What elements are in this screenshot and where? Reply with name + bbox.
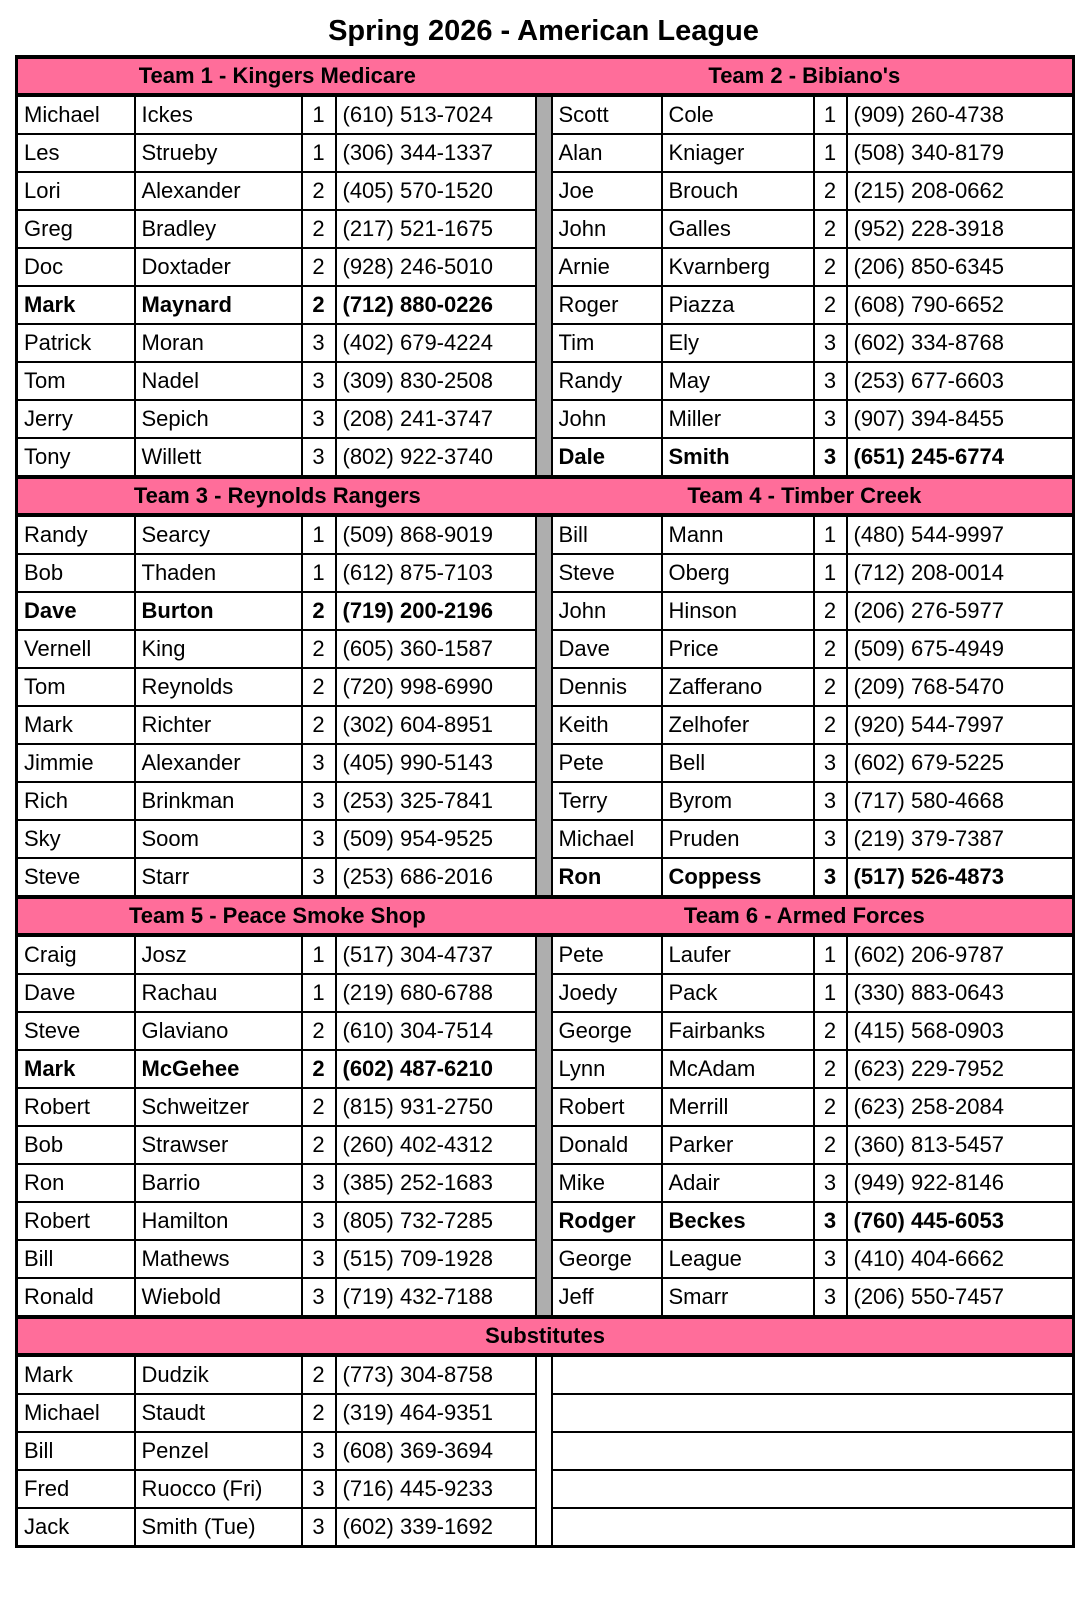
player-phone: (206) 550-7457 (847, 1278, 1074, 1317)
team-header-left: Team 3 - Reynolds Rangers (133, 482, 421, 508)
player-last-name: Pack (662, 974, 814, 1012)
player-first-name: Tom (17, 668, 135, 706)
player-phone: (219) 379-7387 (847, 820, 1074, 858)
player-last-name: Merrill (662, 1088, 814, 1126)
player-group: 3 (814, 744, 847, 782)
player-last-name: Maynard (135, 286, 302, 324)
player-first-name: Tim (552, 324, 662, 362)
player-first-name: Roger (552, 286, 662, 324)
player-last-name: Kvarnberg (662, 248, 814, 286)
player-group: 3 (302, 1202, 336, 1240)
player-phone: (760) 445-6053 (847, 1202, 1074, 1240)
player-group: 3 (302, 438, 336, 477)
player-first-name: Vernell (17, 630, 135, 668)
player-group: 2 (814, 210, 847, 248)
player-last-name: Nadel (135, 362, 302, 400)
player-last-name: Smarr (662, 1278, 814, 1317)
player-last-name: Laufer (662, 935, 814, 974)
player-phone: (405) 990-5143 (336, 744, 536, 782)
player-phone: (253) 677-6603 (847, 362, 1074, 400)
player-group: 3 (302, 744, 336, 782)
player-first-name: Dave (17, 974, 135, 1012)
player-first-name: Jack (17, 1508, 135, 1547)
player-group: 3 (814, 1164, 847, 1202)
player-last-name: Sepich (135, 400, 302, 438)
player-phone: (610) 513-7024 (336, 95, 536, 134)
player-phone: (206) 850-6345 (847, 248, 1074, 286)
player-first-name: Keith (552, 706, 662, 744)
roster-table (15, 55, 1075, 1548)
player-last-name: Ruocco (Fri) (135, 1470, 302, 1508)
player-phone: (623) 229-7952 (847, 1050, 1074, 1088)
player-last-name: Searcy (135, 515, 302, 554)
player-phone: (920) 544-7997 (847, 706, 1074, 744)
player-last-name: Soom (135, 820, 302, 858)
player-first-name: Pete (552, 935, 662, 974)
player-first-name: Tom (17, 362, 135, 400)
player-first-name: Mark (17, 1355, 135, 1394)
player-last-name: Smith (Tue) (135, 1508, 302, 1547)
player-phone: (605) 360-1587 (336, 630, 536, 668)
player-phone: (949) 922-8146 (847, 1164, 1074, 1202)
player-last-name: Richter (135, 706, 302, 744)
player-group: 2 (302, 248, 336, 286)
player-group: 2 (302, 1355, 336, 1394)
player-group: 1 (302, 935, 336, 974)
player-last-name: Coppess (662, 858, 814, 897)
player-first-name: Bill (17, 1432, 135, 1470)
player-last-name: Rachau (135, 974, 302, 1012)
player-phone: (602) 339-1692 (336, 1508, 536, 1547)
player-first-name: George (552, 1240, 662, 1278)
player-group: 1 (302, 554, 336, 592)
player-first-name: Craig (17, 935, 135, 974)
player-last-name: Barrio (135, 1164, 302, 1202)
team-header-right: Team 2 - Bibiano's (708, 62, 901, 88)
player-last-name: Hamilton (135, 1202, 302, 1240)
player-last-name: Hinson (662, 592, 814, 630)
player-phone: (602) 334-8768 (847, 324, 1074, 362)
empty-cell (552, 1470, 1074, 1508)
team-header-split (18, 483, 1072, 509)
player-last-name: Mann (662, 515, 814, 554)
player-phone: (208) 241-3747 (336, 400, 536, 438)
player-group: 3 (814, 1240, 847, 1278)
player-group: 2 (302, 668, 336, 706)
player-phone: (509) 868-9019 (336, 515, 536, 554)
player-last-name: Reynolds (135, 668, 302, 706)
player-phone: (360) 813-5457 (847, 1126, 1074, 1164)
player-last-name: League (662, 1240, 814, 1278)
player-phone: (608) 790-6652 (847, 286, 1074, 324)
player-first-name: Bill (552, 515, 662, 554)
player-group: 1 (814, 554, 847, 592)
player-group: 2 (302, 630, 336, 668)
player-phone: (209) 768-5470 (847, 668, 1074, 706)
player-first-name: Alan (552, 134, 662, 172)
player-last-name: Piazza (662, 286, 814, 324)
substitutes-header-row (17, 1317, 1074, 1355)
player-last-name: Willett (135, 438, 302, 477)
player-phone: (515) 709-1928 (336, 1240, 536, 1278)
player-phone: (608) 369-3694 (336, 1432, 536, 1470)
player-phone: (402) 679-4224 (336, 324, 536, 362)
player-group: 2 (302, 286, 336, 324)
player-phone: (815) 931-2750 (336, 1088, 536, 1126)
player-last-name: Moran (135, 324, 302, 362)
player-phone: (716) 445-9233 (336, 1470, 536, 1508)
player-phone: (253) 325-7841 (336, 782, 536, 820)
player-last-name: Parker (662, 1126, 814, 1164)
player-phone: (330) 883-0643 (847, 974, 1074, 1012)
player-group: 2 (814, 1126, 847, 1164)
player-phone: (415) 568-0903 (847, 1012, 1074, 1050)
team-header-split (18, 63, 1072, 89)
player-group: 2 (814, 172, 847, 210)
player-last-name: Byrom (662, 782, 814, 820)
team-header-right: Team 4 - Timber Creek (687, 482, 922, 508)
team-header-row (17, 897, 1074, 935)
player-phone: (802) 922-3740 (336, 438, 536, 477)
player-group: 2 (302, 592, 336, 630)
substitute-row (17, 1355, 1074, 1394)
player-group: 3 (302, 1508, 336, 1547)
player-group: 2 (814, 286, 847, 324)
player-last-name: Thaden (135, 554, 302, 592)
player-last-name: Starr (135, 858, 302, 897)
player-group: 1 (814, 974, 847, 1012)
player-group: 1 (302, 134, 336, 172)
player-first-name: Randy (17, 515, 135, 554)
player-phone: (928) 246-5010 (336, 248, 536, 286)
player-first-name: Tony (17, 438, 135, 477)
player-first-name: Bill (17, 1240, 135, 1278)
player-phone: (219) 680-6788 (336, 974, 536, 1012)
player-first-name: Les (17, 134, 135, 172)
player-phone: (610) 304-7514 (336, 1012, 536, 1050)
player-first-name: Jeff (552, 1278, 662, 1317)
player-last-name: Glaviano (135, 1012, 302, 1050)
player-row (17, 935, 1074, 974)
player-phone: (720) 998-6990 (336, 668, 536, 706)
player-last-name: Galles (662, 210, 814, 248)
player-last-name: Burton (135, 592, 302, 630)
player-last-name: McGehee (135, 1050, 302, 1088)
team-header-band (17, 57, 1074, 95)
player-phone: (719) 200-2196 (336, 592, 536, 630)
team-header-left: Team 1 - Kingers Medicare (138, 62, 416, 88)
player-phone: (773) 304-8758 (336, 1355, 536, 1394)
player-group: 1 (814, 134, 847, 172)
player-group: 2 (302, 1088, 336, 1126)
player-first-name: Lynn (552, 1050, 662, 1088)
player-phone: (306) 344-1337 (336, 134, 536, 172)
player-phone: (319) 464-9351 (336, 1394, 536, 1432)
player-first-name: John (552, 400, 662, 438)
player-last-name: Beckes (662, 1202, 814, 1240)
player-group: 3 (302, 400, 336, 438)
player-group: 2 (814, 630, 847, 668)
player-first-name: Dennis (552, 668, 662, 706)
player-group: 3 (814, 362, 847, 400)
player-phone: (509) 675-4949 (847, 630, 1074, 668)
player-first-name: Ron (17, 1164, 135, 1202)
player-group: 3 (302, 1240, 336, 1278)
player-last-name: Fairbanks (662, 1012, 814, 1050)
team-header-band (17, 477, 1074, 515)
player-group: 2 (814, 706, 847, 744)
player-group: 2 (302, 1126, 336, 1164)
player-phone: (952) 228-3918 (847, 210, 1074, 248)
player-last-name: Ely (662, 324, 814, 362)
player-first-name: Joe (552, 172, 662, 210)
player-group: 2 (302, 1050, 336, 1088)
player-group: 2 (302, 1012, 336, 1050)
player-phone: (215) 208-0662 (847, 172, 1074, 210)
player-phone: (623) 258-2084 (847, 1088, 1074, 1126)
player-last-name: Penzel (135, 1432, 302, 1470)
player-phone: (907) 394-8455 (847, 400, 1074, 438)
player-phone: (253) 686-2016 (336, 858, 536, 897)
player-group: 2 (814, 1088, 847, 1126)
player-phone: (405) 570-1520 (336, 172, 536, 210)
team-header-band (17, 897, 1074, 935)
player-first-name: Robert (552, 1088, 662, 1126)
player-first-name: Bob (17, 554, 135, 592)
player-group: 3 (814, 1202, 847, 1240)
team-header-left: Team 5 - Peace Smoke Shop (128, 902, 426, 928)
player-last-name: Staudt (135, 1394, 302, 1432)
player-last-name: Josz (135, 935, 302, 974)
team-header-row (17, 57, 1074, 95)
player-first-name: Terry (552, 782, 662, 820)
team-header-right: Team 6 - Armed Forces (683, 902, 925, 928)
player-group: 3 (814, 782, 847, 820)
player-first-name: Rich (17, 782, 135, 820)
player-phone: (612) 875-7103 (336, 554, 536, 592)
player-phone: (410) 404-6662 (847, 1240, 1074, 1278)
player-first-name: Ronald (17, 1278, 135, 1317)
player-phone: (217) 521-1675 (336, 210, 536, 248)
player-group: 2 (814, 248, 847, 286)
player-row (17, 515, 1074, 554)
player-last-name: Cole (662, 95, 814, 134)
player-first-name: Dale (552, 438, 662, 477)
player-first-name: Steve (17, 858, 135, 897)
player-phone: (712) 208-0014 (847, 554, 1074, 592)
player-last-name: Strueby (135, 134, 302, 172)
player-first-name: Mike (552, 1164, 662, 1202)
substitutes-header-label: Substitutes (485, 1322, 605, 1348)
player-phone: (909) 260-4738 (847, 95, 1074, 134)
player-group: 2 (302, 1394, 336, 1432)
player-phone: (260) 402-4312 (336, 1126, 536, 1164)
player-last-name: Brouch (662, 172, 814, 210)
column-divider (536, 935, 552, 1317)
player-group: 3 (302, 820, 336, 858)
empty-cell (552, 1394, 1074, 1432)
player-row (17, 95, 1074, 134)
player-group: 3 (302, 858, 336, 897)
player-group: 3 (302, 1164, 336, 1202)
player-first-name: Jimmie (17, 744, 135, 782)
player-first-name: Ron (552, 858, 662, 897)
player-last-name: Dudzik (135, 1355, 302, 1394)
player-phone: (385) 252-1683 (336, 1164, 536, 1202)
player-phone: (805) 732-7285 (336, 1202, 536, 1240)
player-first-name: Michael (552, 820, 662, 858)
player-group: 1 (302, 95, 336, 134)
player-group: 3 (814, 324, 847, 362)
player-first-name: Jerry (17, 400, 135, 438)
column-divider (536, 1355, 552, 1547)
player-last-name: Adair (662, 1164, 814, 1202)
player-phone: (517) 304-4737 (336, 935, 536, 974)
player-first-name: Dave (17, 592, 135, 630)
team-header-row (17, 477, 1074, 515)
player-last-name: Kniager (662, 134, 814, 172)
player-phone: (206) 276-5977 (847, 592, 1074, 630)
player-group: 3 (302, 1278, 336, 1317)
player-last-name: May (662, 362, 814, 400)
player-first-name: Robert (17, 1088, 135, 1126)
player-phone: (517) 526-4873 (847, 858, 1074, 897)
player-phone: (509) 954-9525 (336, 820, 536, 858)
player-group: 3 (814, 820, 847, 858)
player-first-name: Greg (17, 210, 135, 248)
player-group: 3 (814, 438, 847, 477)
player-first-name: George (552, 1012, 662, 1050)
player-group: 1 (302, 515, 336, 554)
column-divider (536, 515, 552, 897)
player-group: 3 (302, 1432, 336, 1470)
player-group: 3 (302, 1470, 336, 1508)
player-group: 3 (814, 400, 847, 438)
player-last-name: McAdam (662, 1050, 814, 1088)
player-last-name: Smith (662, 438, 814, 477)
player-last-name: Schweitzer (135, 1088, 302, 1126)
player-phone: (602) 487-6210 (336, 1050, 536, 1088)
player-first-name: Pete (552, 744, 662, 782)
player-last-name: Zelhofer (662, 706, 814, 744)
player-first-name: Lori (17, 172, 135, 210)
player-group: 2 (814, 592, 847, 630)
player-first-name: Steve (552, 554, 662, 592)
column-divider (536, 95, 552, 477)
player-last-name: Strawser (135, 1126, 302, 1164)
player-last-name: Brinkman (135, 782, 302, 820)
player-phone: (309) 830-2508 (336, 362, 536, 400)
player-first-name: Robert (17, 1202, 135, 1240)
player-group: 1 (302, 974, 336, 1012)
player-last-name: Mathews (135, 1240, 302, 1278)
player-first-name: Joedy (552, 974, 662, 1012)
player-first-name: Steve (17, 1012, 135, 1050)
player-last-name: Ickes (135, 95, 302, 134)
player-group: 1 (814, 515, 847, 554)
player-last-name: Wiebold (135, 1278, 302, 1317)
player-group: 3 (302, 324, 336, 362)
player-group: 2 (302, 210, 336, 248)
player-phone: (717) 580-4668 (847, 782, 1074, 820)
player-group: 2 (814, 1050, 847, 1088)
player-phone: (602) 206-9787 (847, 935, 1074, 974)
player-first-name: Michael (17, 1394, 135, 1432)
player-first-name: Arnie (552, 248, 662, 286)
player-first-name: Rodger (552, 1202, 662, 1240)
player-first-name: Michael (17, 95, 135, 134)
player-last-name: Alexander (135, 172, 302, 210)
team-header-split (18, 903, 1072, 929)
player-group: 2 (814, 1012, 847, 1050)
player-first-name: Patrick (17, 324, 135, 362)
player-first-name: Fred (17, 1470, 135, 1508)
empty-cell (552, 1432, 1074, 1470)
player-phone: (480) 544-9997 (847, 515, 1074, 554)
player-first-name: Mark (17, 286, 135, 324)
player-last-name: Miller (662, 400, 814, 438)
substitutes-header-band (17, 1317, 1074, 1355)
player-first-name: Randy (552, 362, 662, 400)
player-phone: (302) 604-8951 (336, 706, 536, 744)
player-first-name: John (552, 592, 662, 630)
player-last-name: King (135, 630, 302, 668)
player-first-name: Donald (552, 1126, 662, 1164)
player-first-name: Scott (552, 95, 662, 134)
player-phone: (651) 245-6774 (847, 438, 1074, 477)
player-last-name: Zafferano (662, 668, 814, 706)
player-group: 2 (302, 172, 336, 210)
player-first-name: Mark (17, 1050, 135, 1088)
player-first-name: John (552, 210, 662, 248)
player-first-name: Dave (552, 630, 662, 668)
player-last-name: Doxtader (135, 248, 302, 286)
player-group: 3 (302, 782, 336, 820)
empty-cell (552, 1355, 1074, 1394)
player-first-name: Sky (17, 820, 135, 858)
player-last-name: Price (662, 630, 814, 668)
player-group: 3 (302, 362, 336, 400)
player-last-name: Pruden (662, 820, 814, 858)
player-group: 1 (814, 935, 847, 974)
player-last-name: Bell (662, 744, 814, 782)
player-group: 1 (814, 95, 847, 134)
player-group: 2 (814, 668, 847, 706)
player-phone: (712) 880-0226 (336, 286, 536, 324)
player-phone: (719) 432-7188 (336, 1278, 536, 1317)
empty-cell (552, 1508, 1074, 1547)
player-first-name: Bob (17, 1126, 135, 1164)
player-phone: (508) 340-8179 (847, 134, 1074, 172)
player-last-name: Oberg (662, 554, 814, 592)
player-phone: (602) 679-5225 (847, 744, 1074, 782)
player-group: 3 (814, 1278, 847, 1317)
player-group: 3 (814, 858, 847, 897)
player-first-name: Doc (17, 248, 135, 286)
player-first-name: Mark (17, 706, 135, 744)
player-last-name: Bradley (135, 210, 302, 248)
player-group: 2 (302, 706, 336, 744)
player-last-name: Alexander (135, 744, 302, 782)
page-title: Spring 2026 - American League (328, 15, 759, 47)
